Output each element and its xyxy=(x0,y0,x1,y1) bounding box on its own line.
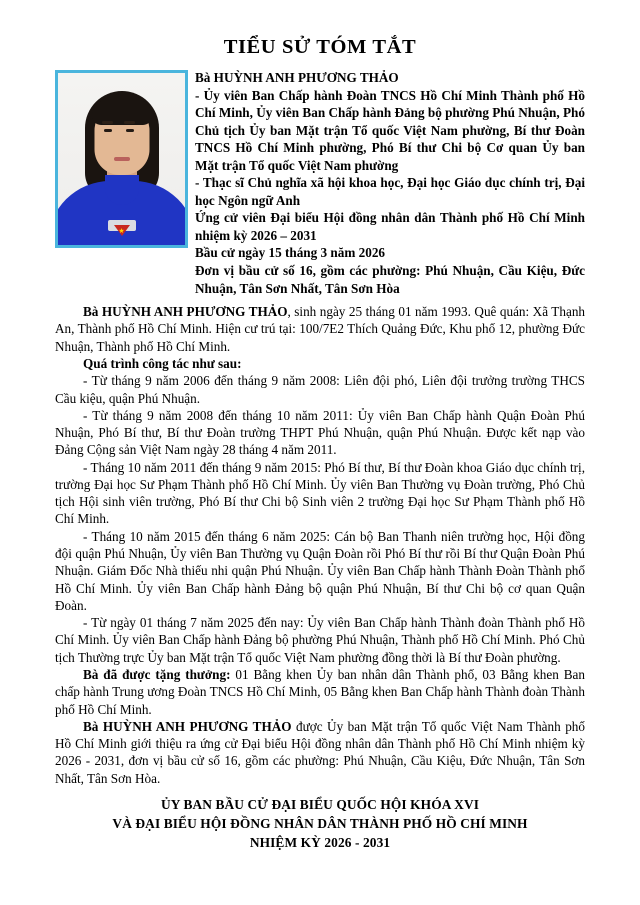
portrait-eye-right xyxy=(126,129,134,132)
footer-line-2: VÀ ĐẠI BIỂU HỘI ĐỒNG NHÂN DÂN THÀNH PHỐ HỒ CHÍ MINH xyxy=(112,816,528,832)
closing-paragraph xyxy=(55,718,585,787)
closing-name: Bà HUỲNH ANH PHƯƠNG THẢO xyxy=(83,718,292,734)
career-heading: Quá trình công tác như sau: xyxy=(83,355,242,371)
star-icon: ★ xyxy=(118,227,125,235)
portrait-eye-left xyxy=(104,129,112,132)
awards-label: Bà đã được tặng thưởng: xyxy=(83,667,231,683)
candidate-photo-wrap xyxy=(55,68,195,248)
footer-line-3: NHIỆM KỲ 2026 - 2031 xyxy=(249,835,391,851)
career-item: - Từ tháng 9 năm 2008 đến tháng 10 năm 2011: Ủy viên Ban Chấp hành Quận Đoàn Phú Nhuận, Phó Bí thư, Bí thư Đoàn trường THPT Phú Nhuận, quận Phú Nhuận. Được kết nạp vào Đảng Cộng sản Việt Nam ngày 28 tháng 4 năm 2011. xyxy=(55,407,585,458)
career-item: - Tháng 10 năm 2011 đến tháng 9 năm 2015: Phó Bí thư, Bí thư Đoàn khoa Giáo dục chính trị, trường Đại học Sư Phạm Thành phố Hồ Chí Minh. Ủy viên Ban Thường vụ Đoàn trường, Phó Chủ tịch Hội sinh viên trường, Phó Bí thư Chi bộ Sinh viên 2 trường Đại học Sư Phạm Thành phố Hồ Chí Minh. xyxy=(55,459,585,527)
closing-rest: được Ủy ban Mặt trận Tổ quốc Việt Nam Thành phố Hồ Chí Minh giới thiệu ra ứng cử Đại biểu Hội đồng nhân dân Thành phố Hồ Chí Minh nhiệm kỳ 2026 - 2031, đơn vị bầu cử số 16, gồm các phường: Phú Nhuận, Cầu Kiệu, Đức Nhuận, Tân Sơn Nhất, Tân Sơn Hòa. xyxy=(55,718,585,786)
candidate-education: - Thạc sĩ Chủ nghĩa xã hội khoa học, Đại học Giáo dục chính trị, Đại học Ngôn ngữ Anh xyxy=(195,175,585,208)
candidate-positions: - Ủy viên Ban Chấp hành Đoàn TNCS Hồ Chí Minh Thành phố Hồ Chí Minh, Ủy viên Ban Chấp hành Đảng bộ phường Phú Nhuận, Phó Chủ tịch Ủy ban Mặt trận Tổ quốc Việt Nam phường, Bí thư Đoàn TNCS Hồ Chí Minh phường, Phó Bí thư Chi bộ Cơ quan Ủy ban Mặt trận Tổ quốc Việt Nam phường xyxy=(195,87,585,173)
career-item: - Từ ngày 01 tháng 7 năm 2025 đến nay: Ủy viên Ban Chấp hành Thành đoàn Thành phố Hồ Chí Minh. Ủy viên Ban Chấp hành Đảng bộ phường Phú Nhuận, Thành phố Hồ Chí Minh. Phó Chủ tịch Thường trực Ủy ban Mặt trận Tổ quốc Việt Nam phường đồng thời là Bí thư Đoàn phường. xyxy=(55,615,585,665)
career-item: - Tháng 10 năm 2015 đến tháng 6 năm 2025: Cán bộ Ban Thanh niên trường học, Hội đồng đội quận Phú Nhuận, Ủy viên Ban Thường vụ Quận Đoàn rồi Phó Bí thư rồi Bí thư Quận Đoàn Phú Nhuận. Giám Đốc Nhà thiếu nhi quận Phú Nhuận. Ủy viên Ban Chấp hành Thành Đoàn Thành phố Hồ Chí Minh. Ủy viên Ban Chấp hành Đảng bộ quận Phú Nhuận, Bí thư Chi bộ cơ quan Quận Đoàn. xyxy=(55,528,585,613)
candidate-header xyxy=(55,68,585,297)
intro-paragraph xyxy=(55,303,585,355)
intro-rest: , sinh ngày 25 tháng 01 năm 1993. Quê quán: Xã Thạnh An, Thành phố Hồ Chí Minh. Hiện cư trú tại: 100/7E2 Thích Quảng Đức, Khu phố 12, phường Đức Nhuận, Thành phố Hồ Chí Minh. xyxy=(55,304,586,354)
awards-paragraph xyxy=(55,666,585,718)
constituency: Đơn vị bầu cử số 16, gồm các phường: Phú Nhuận, Cầu Kiệu, Đức Nhuận, Tân Sơn Nhất, Tân Sơn Hòa xyxy=(195,263,585,296)
biography-body xyxy=(55,303,585,787)
election-date: Bầu cử ngày 15 tháng 3 năm 2026 xyxy=(195,245,386,261)
portrait-brow-left xyxy=(102,121,113,124)
issuing-authority-footer xyxy=(55,795,585,852)
portrait-fringe xyxy=(92,99,152,125)
career-item: - Từ tháng 9 năm 2006 đến tháng 9 năm 2008: Liên đội phó, Liên đội trưởng trường THCS Cầu kiệu, quận Phú Nhuận. xyxy=(55,373,585,406)
candidate-name: Bà HUỲNH ANH PHƯƠNG THẢO xyxy=(195,70,399,85)
candidate-photo xyxy=(55,70,188,248)
portrait-brow-right xyxy=(124,121,135,124)
footer-line-1: ỦY BAN BẦU CỬ ĐẠI BIỂU QUỐC HỘI KHÓA XVI xyxy=(160,796,480,812)
candidate-summary xyxy=(195,68,585,297)
portrait-mouth xyxy=(114,157,130,161)
intro-name: Bà HUỲNH ANH PHƯƠNG THẢO xyxy=(83,304,288,320)
awards-text: 01 Bằng khen Ủy ban nhân dân Thành phố, 03 Bằng khen Ban chấp hành Trung ương Đoàn TNCS Hồ Chí Minh, 05 Bằng khen Ban Chấp hành Thành đoàn Thành phố Hồ Chí Minh. xyxy=(55,667,585,717)
portrait-illustration xyxy=(58,73,185,245)
candidate-candidacy: Ứng cử viên Đại biểu Hội đồng nhân dân Thành phố Hồ Chí Minh nhiệm kỳ 2026 – 2031 xyxy=(195,210,585,243)
page-title: TIỂU SỬ TÓM TẮT xyxy=(223,36,417,58)
